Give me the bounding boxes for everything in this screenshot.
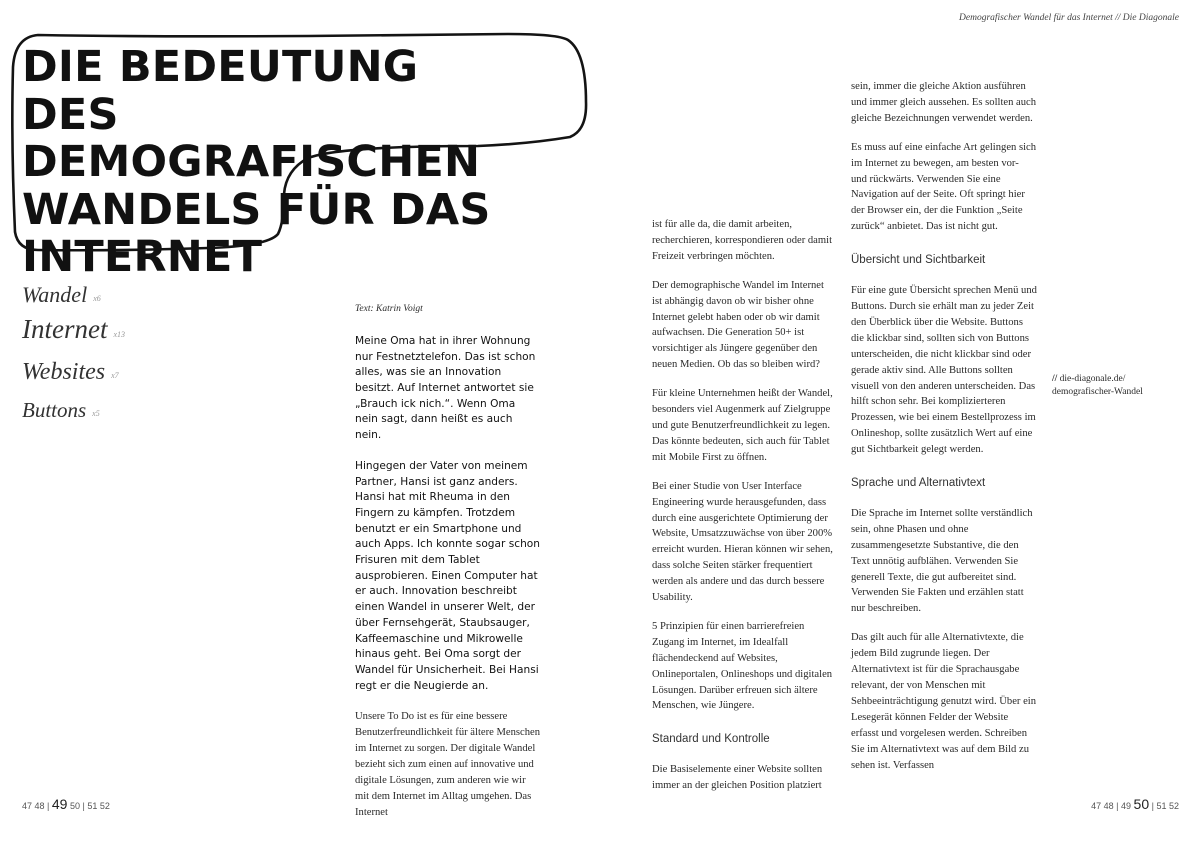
page-title [22,44,582,282]
current-page-number: 49 [51,796,68,812]
link-line: die-diagonale.de/ [1059,374,1126,384]
title-line: DIE BEDEUTUNG [22,42,419,92]
title-line: WANDELS FÜR DAS [22,184,491,235]
body-paragraph: 5 Prinzipien für einen barrierefreien Zugang im Internet, im Idealfall flächendeckend auf Websites, Onlineportalen, Onlineshops und digitalen Lösungen. Darüber erfreuen sich ältere Menschen, wie Jüngere. [652,620,833,712]
article-column-1 [355,302,540,834]
body-paragraph: Für eine gute Übersicht sprechen Menü und Buttons. Durch sie erhält man zu jeder Zeit den Überblick über die Website. Buttons die klickbar sind, sollten sich von Buttons unterscheiden, die nicht klickbar sind oder gerade aktiv sind. Alle Buttons sollten visuell von den anderen unterscheiden. Das hilft schon sehr. Bei komplizierteren Prozessen, wie bei einem Bestellprozess im Onlineshop, sollte zusätzlich Wert auf eine gut Sichtbarkeit gelegt werden. [851,285,1037,456]
article-column-3 [851,79,1037,786]
tag-item [22,352,125,397]
author-credit: Text: Katrin Voigt [355,304,423,314]
current-page-number: 50 [1133,796,1150,812]
body-paragraph: Die Sprache im Internet sollte verständlich sein, ohne Phasen und ohne zusammengesetzte Substantive, die den Text unnötig aufblähen. Verwenden Sie generell Texte, die gut aufbereitet sind. Verwenden Sie Fakten und erzählen statt nur beschreiben. [851,507,1033,615]
tag-count: x13 [113,330,126,339]
page-numbers-after: | 51 52 [1151,801,1179,811]
tag-count: x6 [93,294,101,303]
lead-paragraph: Meine Oma hat in ihrer Wohnung nur Festnetztelefon. Das ist schon alles, was sie an Innovation besitzt. Auf Internet antwortet sie „Brauch ick nich.“. Wenn Oma nein sagt, dann heißt es auch nein. [355,334,536,442]
body-paragraph: Der demographische Wandel im Internet ist abhängig davon ob wir bisher ohne Internet gelebt haben oder ob wir damit aufwachsen. Die Generation 50+ ist vorsichtiger als Jüngere gegenüber den neuen Medien. Ob das so bleiben wird? [652,279,824,371]
tag-cloud [22,282,125,428]
body-paragraph: Die Basiselemente einer Website sollten immer an der gleichen Position platziert [652,764,823,792]
section-heading: Standard und Kontrolle [652,733,770,746]
body-paragraph: sein, immer die gleiche Aktion ausführen und immer gleich aussehen. Es sollten auch gleiche Bezeichnungen verwendet werden. [851,81,1037,124]
pagination-right [1091,796,1179,812]
link-marker: // [1052,374,1058,384]
body-paragraph: Bei einer Studie von User Interface Engineering wurde herausgefunden, dass durch eine ausgerichtete Optimierung der Website, Umsatzzuwächse von über 200% erreicht wurden. Hieran können wir sehen, dass solche Seiten stärker frequentiert werden als andere und das durch bessere Usability. [652,480,833,604]
body-paragraph: Für kleine Unternehmen heißt der Wandel, besonders viel Augenmerk auf Zielgruppe und gute Benutzerfreundlichkeit zu legen. Das könnte bedeuten, sich auch für Tablet mit Mobile First zu öffnen. [652,388,833,463]
side-link[interactable] [1052,373,1143,399]
pagination-left [22,796,110,812]
article-column-2 [652,217,834,807]
title-line: INTERNET [22,232,263,282]
body-paragraph: Unsere To Do ist es für eine bessere Benutzerfreundlichkeit für ältere Menschen im Internet zu sorgen. Der digitale Wandel bezieht sich zum einen auf innovative und digitale Lösungen, zum anderen wie wir mit dem Internet im Alltag umgehen. Das Internet [355,711,541,818]
tag-count: x7 [111,371,119,380]
title-line: DES DEMOGRAFISCHEN [22,89,481,187]
link-line: demografischer-Wandel [1052,387,1143,397]
section-heading: Sprache und Alternativtext [851,477,986,490]
body-paragraph: Es muss auf eine einfache Art gelingen sich im Internet zu bewegen, am besten vor- und rückwärts. Verwenden Sie eine Navigation auf der Seite. Oft springt hier der Browser ein, der die Funktion „Seite zurück“ anbietet. Das ist nicht gut. [851,141,1037,233]
tag-item [22,282,125,313]
body-paragraph: ist für alle da, die damit arbeiten, recherchieren, korrespondieren oder damit Freizeit verbringen möchten. [652,219,833,262]
running-header: Demografischer Wandel für das Internet // Die Diagonale [959,13,1179,23]
tag-word: Wandel [22,282,88,307]
section-heading: Übersicht und Sichtbarkeit [851,254,986,267]
tag-item [22,313,125,352]
tag-word: Websites [22,359,106,385]
tag-count: x5 [92,409,100,418]
tag-item [22,397,125,428]
tag-word: Buttons [22,398,87,422]
tag-word: Internet [22,314,108,344]
page-numbers-before: 47 48 | 49 [1091,801,1132,811]
body-paragraph: Das gilt auch für alle Alternativtexte, die jedem Bild zugrunde liegen. Der Alternativtext ist für die Sprachausgabe relevant, der von Menschen mit Sehbeeinträchtigung genutzt wird. Über ein Lesegerät können Felder der Website erfasst und vorgelesen werden. Schreiben Sie im Alternativtext was auf dem Bild zu sehen ist. Verfassen [851,632,1037,771]
page-numbers-after: 50 | 51 52 [69,801,110,811]
lead-paragraph: Hingegen der Vater von meinem Partner, Hansi ist ganz anders. Hansi hat mit Rheuma in den Fingern zu kämpfen. Trotzdem benutzt er ein Smartphone und auch Apps. Ich konnte sogar schon Frisuren mit dem Tablet ausprobieren. Einen Computer hat er auch. Innovation beschreibt einen Wandel in unserer Welt, der über Fernsehgerät, Staubsauger, Kaffeemaschine und Mikrowelle hinaus geht. Bei Oma sorgt der Wandel für Unsicherheit. Bei Hansi regt er die Neugierde an. [355,459,540,692]
page-numbers-before: 47 48 | [22,801,50,811]
